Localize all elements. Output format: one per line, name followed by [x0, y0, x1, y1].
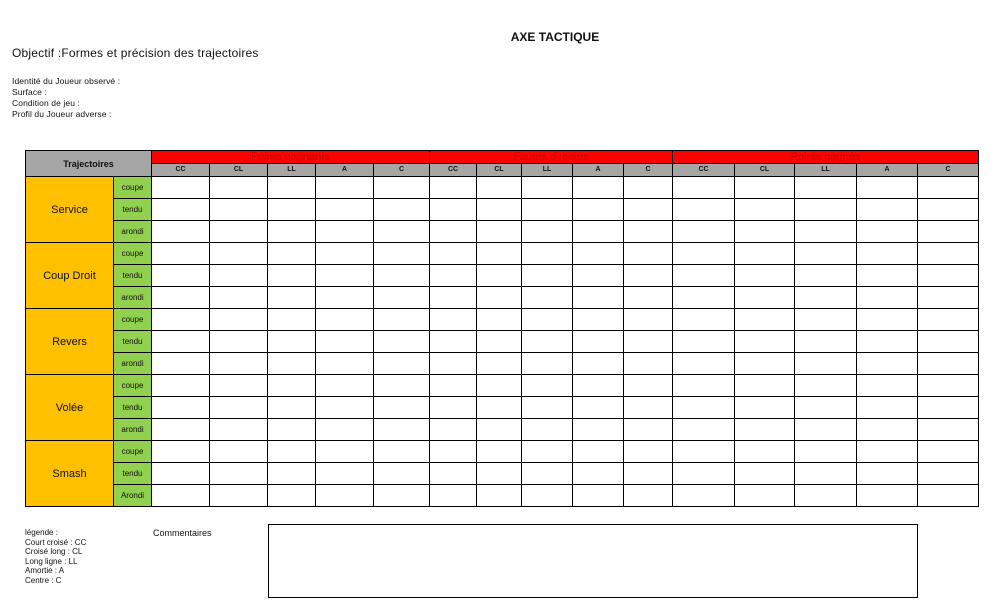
entry-cell[interactable]: [918, 375, 979, 397]
entry-cell[interactable]: [624, 397, 673, 419]
trajectory-label: arondi: [114, 221, 152, 243]
entry-cell[interactable]: [522, 243, 573, 265]
entry-cell[interactable]: [374, 265, 430, 287]
entry-cell[interactable]: [795, 441, 857, 463]
entry-cell[interactable]: [316, 177, 374, 199]
entry-cell[interactable]: [673, 243, 735, 265]
entry-cell[interactable]: [152, 199, 210, 221]
entry-cell[interactable]: [573, 353, 624, 375]
entry-cell[interactable]: [857, 375, 918, 397]
entry-cell[interactable]: [268, 309, 316, 331]
entry-cell[interactable]: [857, 463, 918, 485]
entry-cell[interactable]: [918, 331, 979, 353]
trajectory-label: Arondi: [114, 485, 152, 507]
entry-cell[interactable]: [430, 353, 477, 375]
entry-cell[interactable]: [268, 199, 316, 221]
group-header-points-gagnants: Points gagnants: [152, 151, 430, 164]
entry-cell[interactable]: [735, 485, 795, 507]
entry-cell[interactable]: [152, 353, 210, 375]
entry-cell[interactable]: [857, 485, 918, 507]
entry-cell[interactable]: [477, 463, 522, 485]
entry-cell[interactable]: [210, 199, 268, 221]
entry-cell[interactable]: [268, 419, 316, 441]
subheader-1-4: C: [624, 164, 673, 177]
entry-cell[interactable]: [918, 221, 979, 243]
entry-cell[interactable]: [430, 375, 477, 397]
entry-cell[interactable]: [316, 331, 374, 353]
entry-cell[interactable]: [152, 485, 210, 507]
entry-cell[interactable]: [795, 353, 857, 375]
table-row: [26, 353, 979, 375]
legend: [25, 528, 86, 585]
entry-cell[interactable]: [624, 419, 673, 441]
trajectory-label: coupe: [114, 177, 152, 199]
table-row: [26, 243, 979, 265]
comments-box[interactable]: [268, 524, 918, 598]
entry-cell[interactable]: [735, 243, 795, 265]
entry-cell[interactable]: [735, 397, 795, 419]
entry-cell[interactable]: [268, 397, 316, 419]
entry-cell[interactable]: [918, 353, 979, 375]
entry-cell[interactable]: [522, 441, 573, 463]
entry-cell[interactable]: [918, 265, 979, 287]
table-row: [26, 265, 979, 287]
entry-cell[interactable]: [430, 463, 477, 485]
trajectory-label: arondi: [114, 287, 152, 309]
entry-cell[interactable]: [918, 419, 979, 441]
table-row: [26, 309, 979, 331]
entry-cell[interactable]: [430, 309, 477, 331]
entry-cell[interactable]: [857, 353, 918, 375]
subheader-0-0: CC: [152, 164, 210, 177]
entry-cell[interactable]: [477, 485, 522, 507]
entry-cell[interactable]: [374, 375, 430, 397]
entry-cell[interactable]: [152, 397, 210, 419]
entry-cell[interactable]: [624, 353, 673, 375]
entry-cell[interactable]: [374, 221, 430, 243]
entry-cell[interactable]: [735, 375, 795, 397]
subheader-1-3: A: [573, 164, 624, 177]
entry-cell[interactable]: [210, 265, 268, 287]
entry-cell[interactable]: [673, 397, 735, 419]
entry-cell[interactable]: [268, 375, 316, 397]
stroke-label: Smash: [26, 441, 114, 507]
trajectory-label: arondi: [114, 419, 152, 441]
entry-cell[interactable]: [573, 419, 624, 441]
entry-cell[interactable]: [374, 441, 430, 463]
entry-cell[interactable]: [374, 397, 430, 419]
table-row: [26, 199, 979, 221]
entry-cell[interactable]: [735, 221, 795, 243]
entry-cell[interactable]: [624, 375, 673, 397]
entry-cell[interactable]: [477, 199, 522, 221]
entry-cell[interactable]: [522, 177, 573, 199]
info-surface: Surface :: [12, 87, 47, 97]
entry-cell[interactable]: [210, 287, 268, 309]
entry-cell[interactable]: [316, 397, 374, 419]
entry-cell[interactable]: [795, 309, 857, 331]
subheader-0-3: A: [316, 164, 374, 177]
entry-cell[interactable]: [430, 331, 477, 353]
entry-cell[interactable]: [477, 243, 522, 265]
entry-cell[interactable]: [268, 265, 316, 287]
entry-cell[interactable]: [374, 331, 430, 353]
entry-cell[interactable]: [430, 419, 477, 441]
entry-cell[interactable]: [624, 331, 673, 353]
entry-cell[interactable]: [268, 221, 316, 243]
entry-cell[interactable]: [152, 331, 210, 353]
entry-cell[interactable]: [374, 353, 430, 375]
group-header-fautes-directes: Fautes directes: [430, 151, 673, 164]
entry-cell[interactable]: [316, 353, 374, 375]
entry-cell[interactable]: [316, 441, 374, 463]
entry-cell[interactable]: [795, 177, 857, 199]
entry-cell[interactable]: [673, 419, 735, 441]
trajectory-label: tendu: [114, 199, 152, 221]
entry-cell[interactable]: [268, 243, 316, 265]
entry-cell[interactable]: [316, 485, 374, 507]
subheader-2-0: CC: [673, 164, 735, 177]
entry-cell[interactable]: [624, 265, 673, 287]
entry-cell[interactable]: [673, 265, 735, 287]
entry-cell[interactable]: [430, 243, 477, 265]
entry-cell[interactable]: [477, 331, 522, 353]
trajectory-label: coupe: [114, 375, 152, 397]
entry-cell[interactable]: [522, 463, 573, 485]
table-row: [26, 485, 979, 507]
entry-cell[interactable]: [735, 353, 795, 375]
entry-cell[interactable]: [316, 221, 374, 243]
entry-cell[interactable]: [268, 287, 316, 309]
entry-cell[interactable]: [673, 353, 735, 375]
entry-cell[interactable]: [268, 463, 316, 485]
entry-cell[interactable]: [573, 177, 624, 199]
entry-cell[interactable]: [918, 397, 979, 419]
entry-cell[interactable]: [477, 265, 522, 287]
entry-cell[interactable]: [210, 243, 268, 265]
entry-cell[interactable]: [316, 199, 374, 221]
entry-cell[interactable]: [795, 463, 857, 485]
entry-cell[interactable]: [374, 243, 430, 265]
entry-cell[interactable]: [522, 485, 573, 507]
entry-cell[interactable]: [624, 485, 673, 507]
entry-cell[interactable]: [152, 309, 210, 331]
comments-label: Commentaires: [153, 528, 212, 538]
entry-cell[interactable]: [210, 331, 268, 353]
legend-item-cc: Court croisé : CC: [25, 537, 87, 547]
entry-cell[interactable]: [374, 287, 430, 309]
entry-cell[interactable]: [522, 265, 573, 287]
table-row: [26, 331, 979, 353]
entry-cell[interactable]: [624, 463, 673, 485]
entry-cell[interactable]: [857, 331, 918, 353]
entry-cell[interactable]: [573, 441, 624, 463]
entry-cell[interactable]: [522, 419, 573, 441]
entry-cell[interactable]: [522, 375, 573, 397]
entry-cell[interactable]: [857, 221, 918, 243]
table-row: [26, 441, 979, 463]
entry-cell[interactable]: [857, 419, 918, 441]
tactical-table: [25, 150, 979, 507]
entry-cell[interactable]: [210, 419, 268, 441]
entry-cell[interactable]: [316, 309, 374, 331]
entry-cell[interactable]: [573, 265, 624, 287]
entry-cell[interactable]: [918, 243, 979, 265]
entry-cell[interactable]: [735, 287, 795, 309]
info-opponent-profile: Profil du Joueur adverse :: [12, 109, 112, 119]
table-row: [26, 287, 979, 309]
entry-cell[interactable]: [673, 485, 735, 507]
entry-cell[interactable]: [573, 199, 624, 221]
trajectory-label: coupe: [114, 441, 152, 463]
entry-cell[interactable]: [268, 331, 316, 353]
entry-cell[interactable]: [673, 221, 735, 243]
entry-cell[interactable]: [857, 309, 918, 331]
legend-item-ll: Long ligne : LL: [25, 556, 78, 566]
stroke-label: Coup Droit: [26, 243, 114, 309]
entry-cell[interactable]: [477, 221, 522, 243]
entry-cell[interactable]: [430, 441, 477, 463]
subheader-0-4: C: [374, 164, 430, 177]
table-row: [26, 375, 979, 397]
entry-cell[interactable]: [430, 221, 477, 243]
entry-cell[interactable]: [795, 397, 857, 419]
entry-cell[interactable]: [735, 199, 795, 221]
entry-cell[interactable]: [268, 177, 316, 199]
entry-cell[interactable]: [573, 309, 624, 331]
entry-cell[interactable]: [918, 463, 979, 485]
entry-cell[interactable]: [477, 309, 522, 331]
entry-cell[interactable]: [918, 177, 979, 199]
entry-cell[interactable]: [735, 441, 795, 463]
entry-cell[interactable]: [152, 375, 210, 397]
entry-cell[interactable]: [795, 199, 857, 221]
entry-cell[interactable]: [857, 199, 918, 221]
trajectory-label: tendu: [114, 397, 152, 419]
entry-cell[interactable]: [735, 463, 795, 485]
entry-cell[interactable]: [477, 177, 522, 199]
entry-cell[interactable]: [522, 221, 573, 243]
entry-cell[interactable]: [857, 177, 918, 199]
entry-cell[interactable]: [374, 199, 430, 221]
entry-cell[interactable]: [152, 177, 210, 199]
entry-cell[interactable]: [152, 463, 210, 485]
subheader-1-2: LL: [522, 164, 573, 177]
entry-cell[interactable]: [857, 287, 918, 309]
entry-cell[interactable]: [430, 485, 477, 507]
entry-cell[interactable]: [210, 177, 268, 199]
entry-cell[interactable]: [316, 265, 374, 287]
subheader-2-2: LL: [795, 164, 857, 177]
table-row: [26, 419, 979, 441]
subheader-2-3: A: [857, 164, 918, 177]
entry-cell[interactable]: [624, 441, 673, 463]
entry-cell[interactable]: [735, 309, 795, 331]
entry-cell[interactable]: [522, 331, 573, 353]
trajectory-label: tendu: [114, 463, 152, 485]
entry-cell[interactable]: [918, 199, 979, 221]
entry-cell[interactable]: [210, 485, 268, 507]
stroke-label: Service: [26, 177, 114, 243]
entry-cell[interactable]: [152, 287, 210, 309]
table-row: [26, 463, 979, 485]
entry-cell[interactable]: [918, 485, 979, 507]
entry-cell[interactable]: [673, 441, 735, 463]
legend-item-cl: Croisé long : CL: [25, 547, 83, 556]
entry-cell[interactable]: [673, 331, 735, 353]
entry-cell[interactable]: [857, 265, 918, 287]
entry-cell[interactable]: [624, 221, 673, 243]
entry-cell[interactable]: [673, 199, 735, 221]
entry-cell[interactable]: [152, 221, 210, 243]
entry-cell[interactable]: [795, 243, 857, 265]
entry-cell[interactable]: [430, 397, 477, 419]
entry-cell[interactable]: [573, 485, 624, 507]
entry-cell[interactable]: [316, 287, 374, 309]
entry-cell[interactable]: [735, 265, 795, 287]
entry-cell[interactable]: [430, 177, 477, 199]
entry-cell[interactable]: [152, 419, 210, 441]
entry-cell[interactable]: [210, 397, 268, 419]
entry-cell[interactable]: [430, 199, 477, 221]
entry-cell[interactable]: [210, 353, 268, 375]
entry-cell[interactable]: [374, 463, 430, 485]
entry-cell[interactable]: [477, 419, 522, 441]
table-row: [26, 221, 979, 243]
info-game-condition: Condition de jeu :: [12, 98, 80, 108]
entry-cell[interactable]: [522, 353, 573, 375]
legend-item-c: Centre : C: [25, 575, 62, 585]
entry-cell[interactable]: [374, 419, 430, 441]
entry-cell[interactable]: [374, 309, 430, 331]
entry-cell[interactable]: [316, 243, 374, 265]
entry-cell[interactable]: [624, 309, 673, 331]
entry-cell[interactable]: [316, 375, 374, 397]
entry-cell[interactable]: [477, 287, 522, 309]
subheader-2-4: C: [918, 164, 979, 177]
entry-cell[interactable]: [477, 375, 522, 397]
trajectory-label: coupe: [114, 309, 152, 331]
stroke-label: Revers: [26, 309, 114, 375]
entry-cell[interactable]: [795, 375, 857, 397]
entry-cell[interactable]: [316, 463, 374, 485]
entry-cell[interactable]: [624, 287, 673, 309]
entry-cell[interactable]: [795, 265, 857, 287]
info-observed-player: Identité du Joueur observé :: [12, 76, 121, 86]
entry-cell[interactable]: [673, 463, 735, 485]
subheader-1-0: CC: [430, 164, 477, 177]
corner-header: Trajectoires: [26, 151, 152, 177]
trajectory-label: coupe: [114, 243, 152, 265]
legend-item-a: Amortie : A: [25, 566, 65, 575]
entry-cell[interactable]: [624, 199, 673, 221]
entry-cell[interactable]: [268, 441, 316, 463]
entry-cell[interactable]: [735, 177, 795, 199]
entry-cell[interactable]: [735, 331, 795, 353]
entry-cell[interactable]: [795, 419, 857, 441]
entry-cell[interactable]: [795, 287, 857, 309]
trajectory-label: tendu: [114, 265, 152, 287]
entry-cell[interactable]: [210, 463, 268, 485]
entry-cell[interactable]: [918, 287, 979, 309]
entry-cell[interactable]: [477, 353, 522, 375]
entry-cell[interactable]: [918, 441, 979, 463]
table-row: [26, 397, 979, 419]
entry-cell[interactable]: [857, 397, 918, 419]
entry-cell[interactable]: [573, 221, 624, 243]
entry-cell[interactable]: [673, 375, 735, 397]
entry-cell[interactable]: [268, 353, 316, 375]
entry-cell[interactable]: [795, 485, 857, 507]
entry-cell[interactable]: [430, 287, 477, 309]
entry-cell[interactable]: [573, 397, 624, 419]
entry-cell[interactable]: [673, 287, 735, 309]
page-title: AXE TACTIQUE: [510, 30, 600, 44]
entry-cell[interactable]: [735, 419, 795, 441]
entry-cell[interactable]: [152, 243, 210, 265]
entry-cell[interactable]: [522, 309, 573, 331]
entry-cell[interactable]: [624, 177, 673, 199]
entry-cell[interactable]: [857, 243, 918, 265]
entry-cell[interactable]: [316, 419, 374, 441]
entry-cell[interactable]: [624, 243, 673, 265]
entry-cell[interactable]: [268, 485, 316, 507]
table-row: [26, 177, 979, 199]
entry-cell[interactable]: [522, 287, 573, 309]
entry-cell[interactable]: [857, 441, 918, 463]
entry-cell[interactable]: [795, 221, 857, 243]
entry-cell[interactable]: [477, 397, 522, 419]
entry-cell[interactable]: [210, 309, 268, 331]
trajectory-label: tendu: [114, 331, 152, 353]
entry-cell[interactable]: [673, 309, 735, 331]
entry-cell[interactable]: [522, 199, 573, 221]
entry-cell[interactable]: [210, 221, 268, 243]
entry-cell[interactable]: [430, 265, 477, 287]
stroke-label: Volée: [26, 375, 114, 441]
subheader-0-1: CL: [210, 164, 268, 177]
legend-title: légende :: [25, 528, 58, 537]
entry-cell[interactable]: [573, 375, 624, 397]
entry-cell[interactable]: [210, 375, 268, 397]
entry-cell[interactable]: [374, 177, 430, 199]
entry-cell[interactable]: [573, 287, 624, 309]
entry-cell[interactable]: [477, 441, 522, 463]
subheader-1-1: CL: [477, 164, 522, 177]
objective-text: Objectif :Formes et précision des trajectoires: [12, 46, 259, 60]
entry-cell[interactable]: [210, 441, 268, 463]
entry-cell[interactable]: [673, 177, 735, 199]
entry-cell[interactable]: [374, 485, 430, 507]
entry-cell[interactable]: [573, 243, 624, 265]
entry-cell[interactable]: [573, 463, 624, 485]
subheader-0-2: LL: [268, 164, 316, 177]
entry-cell[interactable]: [522, 397, 573, 419]
entry-cell[interactable]: [573, 331, 624, 353]
entry-cell[interactable]: [795, 331, 857, 353]
entry-cell[interactable]: [152, 441, 210, 463]
trajectory-label: arondi: [114, 353, 152, 375]
group-header-points-gagnes: Points gagnés: [673, 151, 979, 164]
entry-cell[interactable]: [918, 309, 979, 331]
entry-cell[interactable]: [152, 265, 210, 287]
subheader-2-1: CL: [735, 164, 795, 177]
